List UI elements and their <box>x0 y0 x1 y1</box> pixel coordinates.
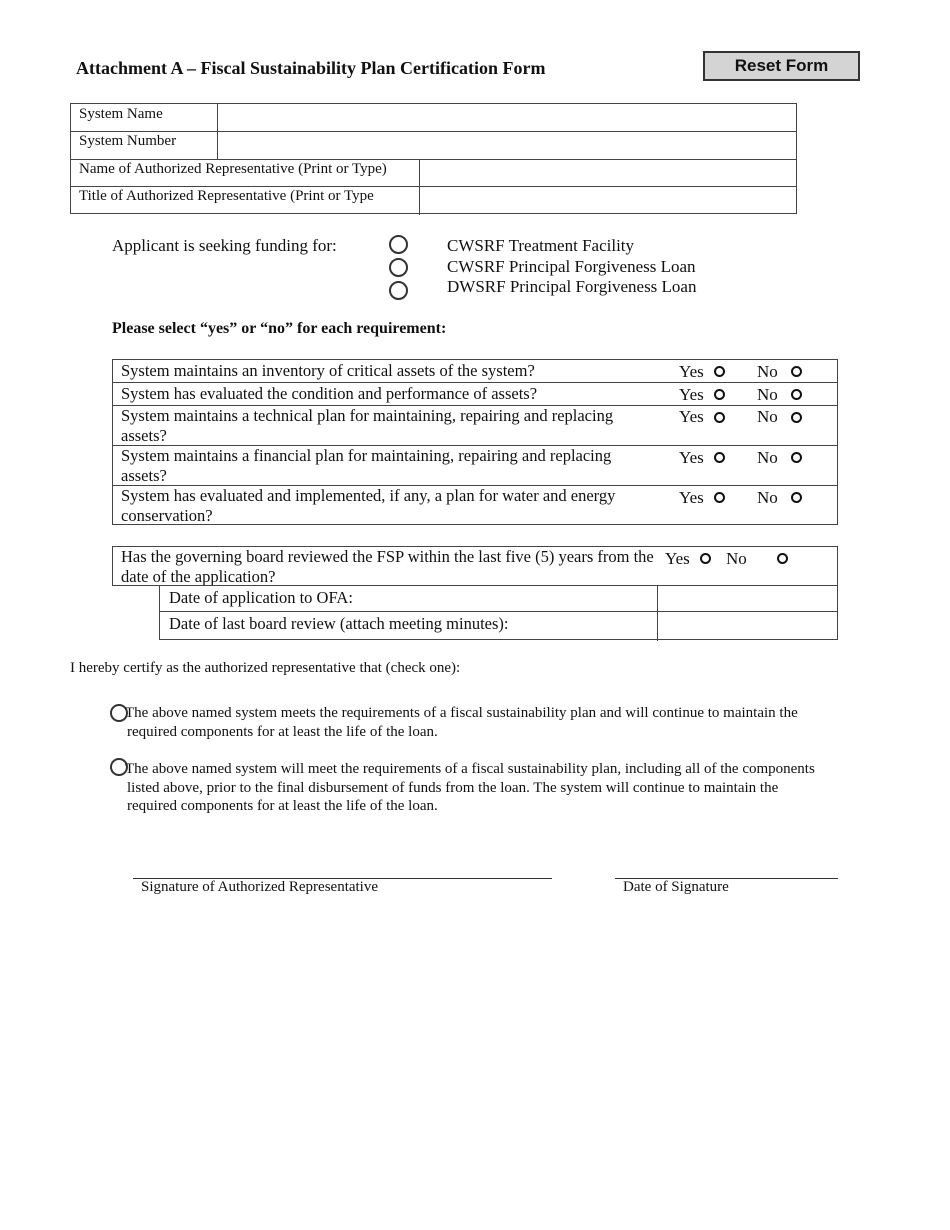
date-application-input[interactable] <box>661 588 833 609</box>
req2-yes-radio[interactable] <box>714 389 725 400</box>
funding-option-label: DWSRF Principal Forgiveness Loan <box>447 277 697 296</box>
no-label: No <box>757 362 778 381</box>
funding-option-label: CWSRF Principal Forgiveness Loan <box>447 257 696 276</box>
req2-no-radio[interactable] <box>791 389 802 400</box>
system-name-input[interactable] <box>221 106 791 128</box>
rep-name-input[interactable] <box>423 162 793 184</box>
funding-prompt: Applicant is seeking funding for: <box>112 236 337 255</box>
req4-no-radio[interactable] <box>791 452 802 463</box>
requirements-table <box>112 359 838 525</box>
certification-intro: I hereby certify as the authorized representative that (check one): <box>70 660 461 676</box>
requirement-text: System has evaluated and implemented, if any, a plan for water and energy conservation? <box>121 486 616 525</box>
form-title: Attachment A – Fiscal Sustainability Plan Certification Form <box>76 58 546 78</box>
signature-date-label: Date of Signature <box>623 879 729 895</box>
system-name-label: System Name <box>79 106 163 122</box>
yes-label: Yes <box>679 407 704 426</box>
requirement-text: System maintains a financial plan for maintaining, repairing and replacing assets? <box>121 446 612 485</box>
yes-label: Yes <box>679 448 704 467</box>
date-review-input[interactable] <box>661 615 833 637</box>
requirement-text: System has evaluated the condition and performance of assets? <box>121 384 538 403</box>
board-review-question: Has the governing board reviewed the FSP within the last five (5) years from the date of the application? <box>121 547 654 586</box>
funding-radio-cwsrf-treatment[interactable] <box>389 235 408 254</box>
req1-yes-radio[interactable] <box>714 366 725 377</box>
no-label: No <box>757 448 778 467</box>
no-label: No <box>757 385 778 404</box>
req1-no-radio[interactable] <box>791 366 802 377</box>
system-number-label: System Number <box>79 133 177 149</box>
date-application-label: Date of application to OFA: <box>169 588 353 607</box>
rep-title-label: Title of Authorized Representative (Print or Type <box>79 188 374 204</box>
no-label: No <box>757 488 778 507</box>
identification-table <box>70 103 797 214</box>
req5-yes-radio[interactable] <box>714 492 725 503</box>
signature-label: Signature of Authorized Representative <box>141 879 379 895</box>
rep-name-label: Name of Authorized Representative (Print or Type) <box>79 161 387 177</box>
req3-yes-radio[interactable] <box>714 412 725 423</box>
funding-option-label: CWSRF Treatment Facility <box>447 236 635 255</box>
yes-label: Yes <box>665 549 690 568</box>
req5-no-radio[interactable] <box>791 492 802 503</box>
certify-option2-text: The above named system will meet the requirements of a fiscal sustainability plan, including all of the components listed above, prior to the final disbursement of funds from the loan. The system will continue to maintain the required components for at least the life of the loan. <box>125 761 815 814</box>
requirement-text: System maintains an inventory of critical assets of the system? <box>121 361 535 380</box>
system-number-input[interactable] <box>221 134 791 156</box>
yes-label: Yes <box>679 385 704 404</box>
certify-option1-text: The above named system meets the requirements of a fiscal sustainability plan and will continue to maintain the required components for at least the life of the loan. <box>125 705 798 740</box>
req3-no-radio[interactable] <box>791 412 802 423</box>
board-review-no-radio[interactable] <box>777 553 788 564</box>
reset-form-button[interactable]: Reset Form <box>703 51 860 81</box>
yes-label: Yes <box>679 362 704 381</box>
yes-label: Yes <box>679 488 704 507</box>
funding-radio-cwsrf-forgiveness[interactable] <box>389 258 408 277</box>
funding-radio-dwsrf-forgiveness[interactable] <box>389 281 408 300</box>
no-label: No <box>726 549 747 568</box>
rep-title-input[interactable] <box>423 189 793 211</box>
date-review-label: Date of last board review (attach meeting minutes): <box>169 614 509 633</box>
requirement-text: System maintains a technical plan for maintaining, repairing and replacing assets? <box>121 406 614 445</box>
requirements-heading: Please select “yes” or “no” for each requirement: <box>112 320 447 337</box>
no-label: No <box>757 407 778 426</box>
req4-yes-radio[interactable] <box>714 452 725 463</box>
board-dates-table <box>159 585 838 640</box>
board-review-yes-radio[interactable] <box>700 553 711 564</box>
board-review-row <box>112 546 838 586</box>
